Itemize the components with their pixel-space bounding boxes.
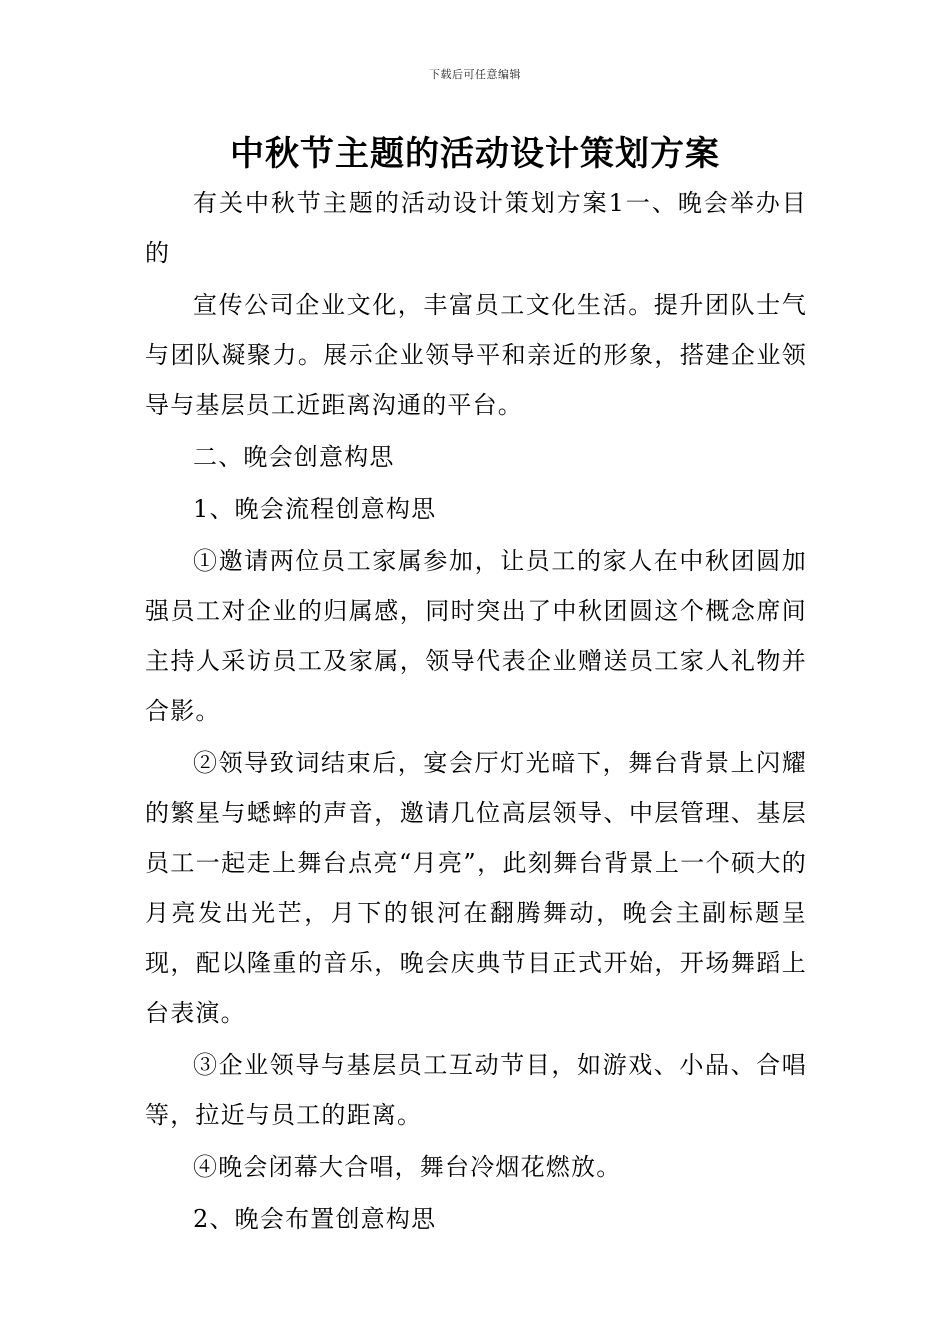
document-body [145,178,807,1246]
paragraph-purpose: 宣传公司企业文化，丰富员工文化生活。提升团队士气与团队凝聚力。展示企业领导平和亲近的形象，搭建企业领导与基层员工近距离沟通的平台。 [145,291,807,419]
subsection-heading-layout: 2、晚会布置创意构思 [193,1205,437,1233]
paragraph-intro: 有关中秋节主题的活动设计策划方案1一、晚会举办目的 [145,189,807,267]
header-note: 下载后可任意编辑 [429,68,521,81]
paragraph-item-3: ③企业领导与基层员工互动节目，如游戏、小品、合唱等，拉近与员工的距离。 [145,1051,807,1129]
paragraph-item-4: ④晚会闭幕大合唱，舞台冷烟花燃放。 [193,1153,622,1181]
section-heading-creative: 二、晚会创意构思 [193,443,395,471]
paragraph-item-1: ①邀请两位员工家属参加，让员工的家人在中秋团圆加强员工对企业的归属感，同时突出了中秋团圆这个概念席间主持人采访员工及家属，领导代表企业赠送员工家人礼物并合影。 [145,547,807,725]
subsection-heading-flow: 1、晚会流程创意构思 [193,495,437,523]
document-title: 中秋节主题的活动设计策划方案 [230,134,720,174]
paragraph-item-2: ②领导致词结束后，宴会厅灯光暗下，舞台背景上闪耀的繁星与蟋蟀的声音，邀请几位高层领导、中层管理、基层员工一起走上舞台点亮“月亮”，此刻舞台背景上一个硕大的月亮发出光芒，月下的银河在翻腾舞动，晚会主副标题呈现，配以隆重的音乐，晚会庆典节目正式开始，开场舞蹈上台表演。 [145,749,807,1027]
